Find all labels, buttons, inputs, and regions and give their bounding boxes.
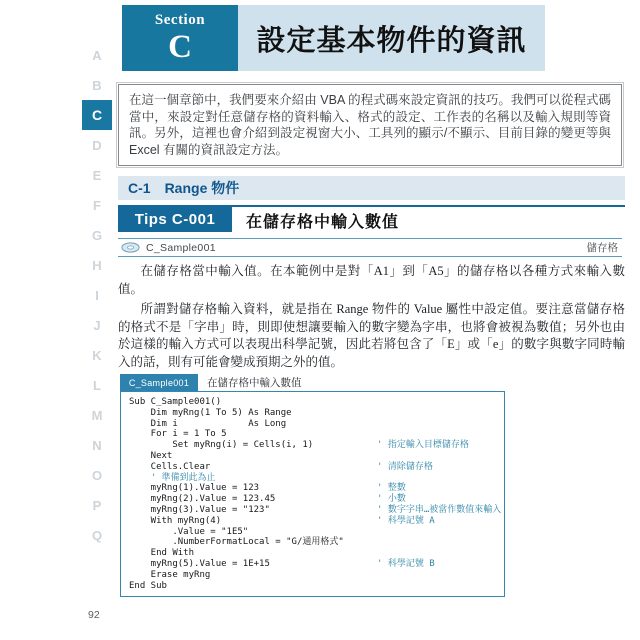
- code-line: For i = 1 To 5: [129, 429, 227, 440]
- body-paragraph: 所謂對儲存格輸入資料，就是指在 Range 物件的 Value 屬性中設定值。要注意當儲存格的格式不是「字串」時，則即使想讓要輸入的數字變為字串，也將會被視為數值；另外也由於這樣的輸入方式可以表現出科學記號，因此若將包含了「E」或「e」的數字與數字同時輸入的話，則有可能會變成預期之外的值。: [118, 302, 625, 369]
- code-comment: ' 數字字串…被當作數值來輸入: [377, 504, 502, 515]
- code-comment: ' 小數: [377, 494, 406, 505]
- chapter-intro-text: 在這一個章節中，我們要來介紹由 VBA 的程式碼來設定資訊的技巧。我們可以從程式碼當中，來設定對任意儲存格的資料輸入、格式的設定、工作表的名稱以及輸入規則等資訊。另外，這裡也會介紹到設定視窗大小、工具列的顯示/不顯示、目前目錄的變更等與 Excel 有關的資訊設定方法。: [129, 93, 611, 157]
- rail-letter-g: G: [91, 227, 103, 243]
- rail-letter-q: Q: [91, 527, 103, 543]
- code-comment: ' 指定輸入目標儲存格: [377, 440, 469, 451]
- tip-header: [118, 205, 625, 232]
- code-listing-header: [120, 374, 302, 391]
- rail-letter-e: E: [92, 167, 102, 183]
- alphabet-rail: [82, 40, 112, 550]
- code-line: myRng(5).Value = 1E+15 ' 科學記號 B: [129, 558, 435, 569]
- rail-letter-o: O: [91, 467, 103, 483]
- code-listing-tab: C_Sample001: [120, 374, 198, 391]
- cd-icon: [121, 242, 140, 253]
- chapter-intro-box: [118, 84, 622, 166]
- code-line: Set myRng(i) = Cells(i, 1) ' 指定輸入目標儲存格: [129, 440, 469, 451]
- code-line: Erase myRng: [129, 569, 211, 580]
- subsection-number: C-1: [128, 180, 151, 196]
- code-line: Cells.Clear ' 清除儲存格: [129, 461, 433, 472]
- code-listing: [120, 391, 505, 597]
- code-comment: ' 準備到此為止: [150, 472, 216, 483]
- rail-letter-d: D: [92, 137, 102, 153]
- code-line: End With: [129, 548, 195, 559]
- code-line: myRng(2).Value = 123.45 ' 小數: [129, 494, 406, 505]
- code-comment: ' 整數: [377, 483, 406, 494]
- code-line: myRng(1).Value = 123 ' 整數: [129, 483, 406, 494]
- sample-category: 儲存格: [586, 242, 618, 254]
- code-line: myRng(3).Value = "123" ' 數字字串…被當作數值來輸入: [129, 504, 502, 515]
- rail-letter-n: N: [92, 437, 102, 453]
- code-line: Next: [129, 450, 173, 461]
- rail-letter-p: P: [92, 497, 102, 513]
- code-line: Dim i As Long: [129, 418, 287, 429]
- rail-letter-f: F: [93, 197, 101, 213]
- code-comment: ' 清除儲存格: [377, 461, 433, 472]
- code-comment: ' 科學記號 B: [377, 558, 435, 569]
- section-label: Section: [154, 12, 206, 28]
- code-line: Sub C_Sample001(): [129, 397, 222, 407]
- code-line: Dim myRng(1 To 5) As Range: [129, 407, 292, 418]
- code-line: .Value = "1E5": [129, 526, 249, 537]
- rail-letter-h: H: [92, 257, 102, 273]
- rail-letter-l: L: [93, 377, 101, 393]
- code-line: With myRng(4) ' 科學記號 A: [129, 515, 435, 526]
- tip-number-badge: Tips C-001: [118, 207, 232, 232]
- subsection-title: Range 物件: [164, 180, 240, 196]
- tip-title: 在儲存格中輸入數值: [246, 214, 400, 231]
- code-line: .NumberFormatLocal = "G/通用格式": [129, 537, 344, 548]
- rail-letter-c: C: [82, 100, 112, 130]
- rail-letter-b: B: [92, 77, 102, 93]
- sample-file-name: C_Sample001: [146, 241, 216, 254]
- page-title: 設定基本物件的資訊: [256, 24, 527, 57]
- section-letter: C: [168, 29, 192, 65]
- section-badge: [122, 5, 238, 71]
- code-listing-caption: 在儲存格中輸入數值: [207, 377, 302, 389]
- body-paragraph: 在儲存格當中輸入值。在本範例中是對「A1」到「A5」的儲存格以各種方式來輸入數值。: [118, 264, 625, 296]
- rail-letter-k: K: [92, 347, 102, 363]
- rail-letter-m: M: [91, 407, 103, 423]
- code-comment: ' 科學記號 A: [377, 515, 435, 526]
- code-line: End Sub: [129, 580, 167, 591]
- rail-letter-i: I: [95, 287, 99, 303]
- section-header: [122, 5, 545, 71]
- rail-letter-a: A: [92, 47, 102, 63]
- code-line: [129, 473, 504, 484]
- sample-file-row: [118, 238, 622, 257]
- page-number: 92: [88, 609, 100, 621]
- subsection-header: [118, 176, 625, 200]
- rail-letter-j: J: [93, 317, 101, 333]
